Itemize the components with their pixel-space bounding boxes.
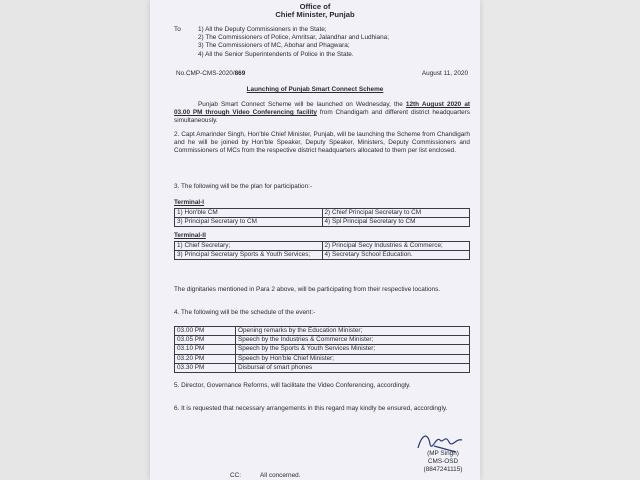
table-row [175, 209, 470, 218]
dignitaries-note: The dignitaries mentioned in Para 2 above, will be participating from their respective locations. [174, 286, 441, 293]
letter-date: August 11, 2020 [421, 70, 468, 77]
schedule-time: 03.30 PM [175, 363, 236, 372]
letter-page [150, 0, 480, 480]
table-cell: 2) Chief Principal Secretary to CM [322, 209, 470, 218]
table-cell: 4) Spl Principal Secretary to CM [322, 218, 470, 227]
cc-value: All concerned. [260, 472, 301, 479]
schedule-table [174, 326, 470, 373]
paragraph-1-highlight: 12th August 2020 at 03.00 PM through Video Conferencing facility [174, 101, 470, 117]
cc-label: CC: [230, 472, 242, 479]
background-left [0, 0, 150, 480]
paragraph-2: 2. Capt Amarinder Singh, Hon'ble Chief Minister, Punjab, will be launching the Scheme from Chandigarh and he will be joined by Hon'ble Speaker, Deputy Speaker, Ministers, Deputy Commissioners and Commissioners of MCs from the respective district headquarters allocated to them per list enclosed. [174, 131, 470, 155]
paragraph-1-post: from Chandigarh and different district headquarters simultaneously. [174, 109, 470, 125]
office-name: Chief Minister, Punjab [275, 10, 355, 19]
table-row [175, 242, 470, 251]
reference-number [176, 70, 245, 78]
recipient-item: 2) The Commissioners of Police, Amritsar, Jalandhar and Ludhiana; [198, 34, 389, 42]
terminal-1-title: Terminal-I [174, 199, 205, 206]
recipient-list [198, 26, 478, 59]
terminal-2-title: Terminal-II [174, 232, 206, 239]
recipient-item: 4) All the Senior Superintendents of Police in the State. [198, 50, 354, 58]
table-row [175, 363, 470, 372]
schedule-time: 03.05 PM [175, 336, 236, 345]
reference-prefix: No.CMP-CMS-2020/ [176, 70, 235, 77]
paragraph-4: 4. The following will be the schedule of the event:- [174, 309, 316, 316]
table-cell: 4) Secretary School Education. [322, 251, 470, 260]
schedule-event: Opening remarks by the Education Minister; [236, 327, 470, 336]
table-row [175, 218, 470, 227]
table-cell: 2) Principal Secy Industries & Commerce; [322, 242, 470, 251]
schedule-event: Speech by the Sports & Youth Services Minister; [236, 345, 470, 354]
recipient-item: 3) The Commissioners of MC, Abohar and Phagwara; [198, 42, 350, 50]
schedule-time: 03.00 PM [175, 327, 236, 336]
to-label: To [174, 26, 181, 33]
table-cell: 1) Hon'ble CM [175, 209, 323, 218]
table-row [175, 354, 470, 363]
office-heading: Office of [299, 2, 331, 11]
recipient-item: 1) All the Deputy Commissioners in the State; [198, 26, 327, 33]
schedule-event: Disbursal of smart phones [236, 363, 470, 372]
schedule-event: Speech by the Industries & Commerce Minister; [236, 336, 470, 345]
subject-heading: Launching of Punjab Smart Connect Scheme [246, 86, 384, 93]
schedule-time: 03.10 PM [175, 345, 236, 354]
schedule-time: 03.20 PM [175, 354, 236, 363]
signatory-phone: (8847241115) [423, 466, 463, 474]
paragraph-3: 3. The following will be the plan for participation:- [174, 183, 313, 190]
signatory-designation: CMS-OSD [427, 458, 459, 466]
terminal-2-table [174, 241, 470, 260]
table-cell: 3) Principal Secretary to CM [175, 218, 323, 227]
table-cell: 3) Principal Secretary Sports & Youth Services; [175, 251, 323, 260]
table-row [175, 327, 470, 336]
table-row [175, 336, 470, 345]
terminal-1-table [174, 208, 470, 227]
paragraph-1 [174, 101, 470, 126]
paragraph-1-pre: Punjab Smart Connect Scheme will be launched on Wednesday, the [198, 101, 406, 108]
paragraph-5: 5. Director, Governance Reforms, will facilitate the Video Conferencing, accordingly. [174, 382, 411, 389]
paragraph-6: 6. It is requested that necessary arrangements in this regard may kindly be ensured, accordingly. [174, 405, 448, 412]
signature-block [408, 450, 478, 475]
reference-serial: 869 [234, 70, 246, 77]
signatory-name: (MP Singh) [427, 450, 459, 457]
table-row [175, 251, 470, 260]
table-cell: 1) Chief Secretary; [175, 242, 323, 251]
table-row [175, 345, 470, 354]
background-right [480, 0, 640, 480]
schedule-event: Speech by Hon'ble Chief Minister; [236, 354, 470, 363]
